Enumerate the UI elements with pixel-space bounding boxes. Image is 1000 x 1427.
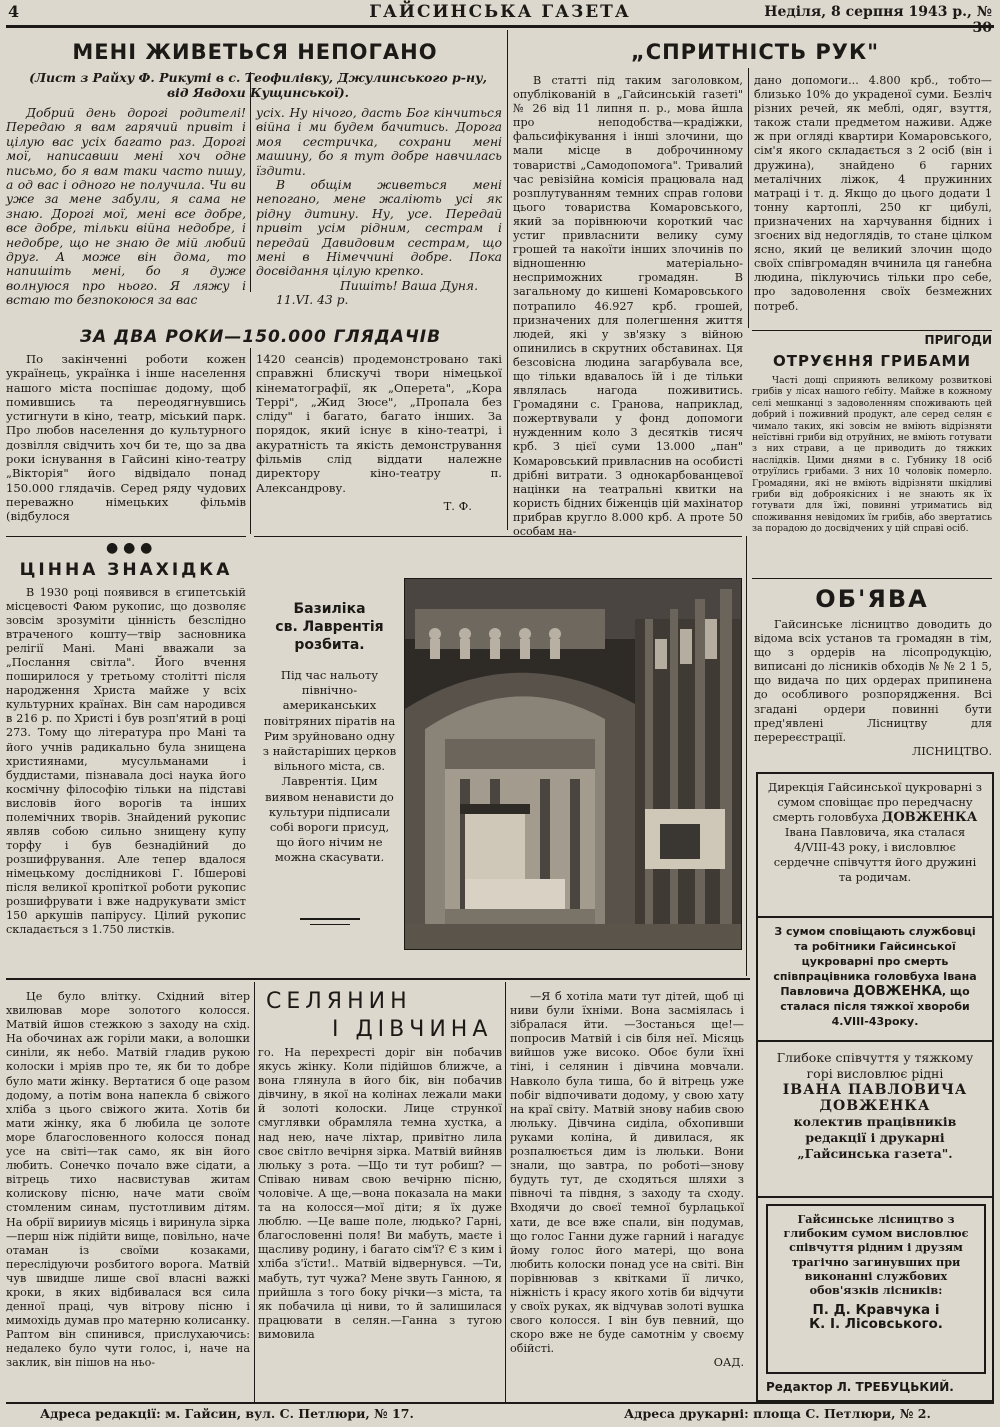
notice-text [754, 618, 992, 759]
obituary-name: ІВАНА ПАВЛОВИЧА [782, 1082, 968, 1098]
letter-text-col1 [6, 106, 246, 308]
ornament-rule [300, 918, 360, 920]
basilica-photo-drawing [405, 579, 741, 949]
letter-paragraph: Добрий день дорогі родителі! Передаю я вам гарячий привіт і цілую вас усіх багато раз. Дорогі мої, написавши мені хоч одне письмо, бо я вам таки часто пишу, а од вас і одного не получила. Чи ви уже за мене забули, я сама не знаю. Дорогі мої, мені все добре, все добре, тільки війна недобре, і недобре, що не знаю де мій любий друг. А може він дома, то напишіть мені, бо я дуже волнуюся про нього. Я ляжу і встаю то безпокоюся за вас [6, 106, 246, 308]
hands-headline: „СПРИТНІСТЬ РУК" [630, 40, 880, 64]
cinema-signature: Т. Ф. [443, 498, 472, 513]
page-number: 4 [8, 2, 20, 21]
cinema-text-col2 [256, 352, 502, 513]
section-rule [254, 536, 742, 537]
mushroom-kicker: ПРИГОДИ [924, 333, 992, 347]
obituary-name: ДОВЖЕНКА [853, 984, 942, 999]
bullet-dots: ● ● ● [106, 540, 153, 556]
obituary-text: колектив працівників редакції і друкарні „Гайсинська газета". [793, 1114, 957, 1161]
photo-headline-line: св. Лаврентія [275, 619, 384, 635]
find-headline: ЦІННА ЗНАХІДКА [19, 560, 233, 580]
obituary-rule [758, 1196, 992, 1198]
column-divider [746, 536, 747, 976]
find-text [6, 586, 246, 937]
mushroom-headline: ОТРУЄННЯ ГРИБАМИ [772, 352, 972, 370]
notice-signature: ЛІСНИЦТВО. [912, 744, 992, 758]
letter-paragraph: В общім живеться мені непогано, мене жаліють усі як рідну дитину. Ну, усе. Передай привіт усім рідним, сестрам і передай Давидовим сестрам, що мені в Німеччині добре. Пока досвідання цілую крепко. [256, 178, 502, 279]
basilica-photo [404, 578, 742, 950]
obituary-text: Глибоке співчуття у тяжкому горі висловлює рідні [776, 1050, 974, 1081]
column-divider [250, 72, 251, 292]
footer-address-print: Адреса друкарні: площа С. Петлюри, № 2. [624, 1406, 931, 1421]
column-divider [505, 982, 506, 1402]
mushroom-paragraph: Часті дощі сприяють великому розвиткові грибів у лісах нашого ґебіту. Майже в кожному селі мешканці з задоволенням споживають цей добрий і поживний продукт, але серед селян є чимало таких, які зовсім не вміють відрізняти неїстівні гриби від отруйних, не вміють готувати з них страви, а це приводить до тяжких наслідків. Цими днями в с. Губнику 18 осіб отруїлись грибами. З них 10 чоловік померло. Громадяни, які не вміють відрізняти шкідливі гриби від доброякісних і не знають як їх готувати для їжі, повинні утриматись від споживання невідомих їм грибів, або звертатись за порадою до досвідчених у цій справі осіб. [752, 375, 992, 535]
obituary-name: П. Д. Кравчука і [812, 1302, 940, 1319]
ornament-rule [310, 924, 350, 925]
obituary-text: Гайсинське лісництво з глибоким сумом висловлює співчуття рідним і друзям трагічно загинувших при виконанні службових обов'язків лісників: [783, 1212, 969, 1298]
obituary-text: , що сталася після тяжкої хвороби 4.VIII-43року. [780, 985, 970, 1028]
masthead-title: ГАЙСИНСЬКА ГАЗЕТА [369, 2, 631, 22]
letter-paragraph: усіх. Ну нічого, дасть Бог кінчиться війна і ми будем бачитись. Дорога моя сестричка, сохрани мені машину, бо я тут добре навчилась їздити. [256, 106, 502, 178]
footer-address-editorial: Адреса редакції: м. Гайсин, вул. С. Петлюри, № 17. [40, 1406, 414, 1421]
story-headline-line: СЕЛЯНИН [266, 989, 412, 1014]
section-rule [752, 330, 992, 331]
obituary-name: ДОВЖЕНКА [819, 1098, 931, 1114]
obituary-name: ДОВЖЕНКА [881, 810, 978, 825]
cinema-headline: ЗА ДВА РОКИ—150.000 ГЛЯДАЧІВ [80, 327, 442, 347]
obituary-2 [766, 924, 984, 1029]
photo-headline [262, 600, 397, 654]
story-text-col2 [258, 1046, 502, 1342]
photo-headline-line: розбита. [294, 637, 365, 653]
obituary-4 [772, 1212, 980, 1332]
cinema-paragraph: 1420 сеансів) продемонстровано такі справжні блискучі твори німецької кінематографії, як „Оперета", „Кора Террі", „Жид Зюсе", „Пропала без сліду" і багато, багато інших. За порядок, який існує в кіно-театрі, і акуратність та якість демонстрування фільмів слід віддати належне директору кіно-театру п. Александрову. [256, 352, 502, 495]
story-text-col3 [510, 990, 744, 1371]
cinema-text-col1 [6, 352, 246, 524]
hands-text-col1 [513, 74, 743, 539]
footer-rule [6, 1402, 994, 1404]
story-paragraph: го. На перехресті доріг він побачив якусь жінку. Коли підійшов ближче, а вона глянула в його бік, він побачив дівчину, в якої на колінах лежали маки й золоті колоски. Лице стрункої смуглявки обрамляла темна хустка, а над нею, наче ліхтар, привітно лила своє світло вечірня зірка. Матвій вийняв люльку з рота. —Що ти тут робиш? —Співаю нивам свою вечірню пісню, чоловіче. А ще,—вона показала на маки та на колосся—мої діти; я їх дуже люблю. —Це ваше поле, людько? Гарні, благословенні поля! Ви мабуть, маєте і щасливу родину, і багато сім'ї? Є з ким і хліба з'їсти!.. Матвій відвернувся. —Ти, мабуть, тут чужа? Мене звуть Ганною, я прийшла з того боку річки—з міста, та як побачила ці ниви, то й залишилася працювати в селян.—Ганна з тугою вимовила [258, 1046, 502, 1341]
letter-text-col2 [256, 106, 502, 308]
story-paragraph: —Я б хотіла мати тут дітей, щоб ці ниви були їхніми. Вона засміялась і зібралася йти. —Зостанься ще!—попросив Матвій і сів біля неї. Місяць вийшов уже високо. Обоє були їхні тіні, і селянин і дівчина мовчали. Навколо була тиша, бо й вітрець уже побіг відпочивати додому, у свою хату на краї світу. Матвій знову набив свою люльку. Дівчина сиділа, обхопивши руками коліна, й дивилася, як розпалюється дим із люльки. Вони знали, що завтра, по роботі—знову будуть тут, де сходяться шляхи з півночі та півдня, з заходу та сходу. Входячи до своєї темної бурлацької хати, де все вже спали, він подумав, що голос Ганни дуже гарний і нагадує йому голос його матері, що вона любить колоски понад усе на світі. Він порівнював з квітками її личко, ніжність і красу якого хотів би відчути у своїх руках, як відчував золоті вушка свого колосся. І він був певний, що скоро вже не буде самотнім у своєму обійсті. [510, 990, 744, 1356]
hands-text-col2 [754, 74, 992, 314]
photo-text [262, 668, 397, 866]
obituary-text: З сумом сповіщають службовці та робітники Гайсинської цукроварні про смерть співпрацівника головбуха Івана Павловича [773, 925, 977, 998]
story-text-col1 [6, 990, 250, 1371]
letter-date: 11.VI. 43 р. [276, 293, 349, 308]
letter-subhead: (Лист з Райху Ф. Рикуті в с. Теофилівку, Джулинського р-ну, від Явдохи Кущинської). [29, 70, 487, 100]
story-paragraph: Це було влітку. Східний вітер хвилював море золотого колосся. Матвій йшов стежкою з заходу на схід. На обочинах аж горіли маки, а волошки синіли, як небо. Матвій гладив рукою колоски і мріяв про те, як би то добре було мати жінку. Вертатися б оце разом додому, а потім вона напекла б свіжого хліба з цього свіжого жита. Хотів би мати жінку, яка б любила це золоте море благословенного колосся понад усе на світі—так само, як він його любить. Сонечко почало вже сідати, а вітрець тихо насвистував житам колискову пісню, наче мати своїм стомленим синам, пустотливим дітям. На обрії вирииув місяць і виринула зірка—перш ніж підійти вище, повільно, наче отаман із своїми козаками, переслідуючи розбитого ворога. Матвій чув швидше лише свої власні важкі кроки, в яких відбивалася вся сила денної праці, чув вітрову пісню і мимохідь думав про матерню колисанку. Раптом він спинився, прислухаючись: недалеко було чути голос, і, наче на заклик, він пішов на ньо- [6, 990, 250, 1370]
section-rule [6, 978, 750, 980]
masthead-rule [6, 25, 994, 28]
photo-paragraph: Під час нальоту північно-американських повітряних піратів на Рим зруйновано одну з найстаріших церков вільного міста, св. Лаврентія. Цим виявом ненависти до культури підписали собі вороги присуд, що його нічим не можна скасувати. [262, 668, 397, 865]
obituary-3 [766, 1050, 984, 1162]
find-paragraph: В 1930 році появився в єгипетській місцевості Фаюм рукопис, що дозволяє зовсім зрозуміти цінність безслідно втраченого кошту—твір засновника релігії Мані. Мані вважали за „Послання світла". Його вчення поширилося у третьому столітті після народження Христа майже у всіх культурних країнах. Він сам народився в 216 р. по Христі і був розп'ятий в році 273. Тому що література про Мані та його учнів радикально була знищена християнами, мусульманами і буддистами, пізнавала досі наука його космічну філософію тільки на підставі висловів його ворогів та інших полемічних творів. Знайдений рукопис являв собою сильно знищену купу торфу і був безнадійний до розшифрування. Але тепер вдалося німецькому дослідникові Г. Ібшерові після великої кропіткої роботи рукопис розшифрувати і вже надрукувати зміст 150 аркушів папірусу. Цілий рукопис складається з 1.750 листків. [6, 586, 246, 937]
column-divider [507, 30, 508, 530]
cinema-paragraph: По закінченні роботи кожен українець, українка і інше населення нашого міста поспішає додому, щоб помившись та переодягнувшись устигнути в кіно, театр, міський парк. Про любов населення до культурного дозвілля свідчить хоч би те, що за два роки існування в Гайсині кіно-театру „Вікторія" його відвідало понад 150.000 глядачів. Серед ряду чудових переважно німецьких фільмів (відбулося [6, 352, 246, 524]
notice-paragraph: Гайсинське лісництво доводить до відома всіх установ та громадян в тім, що з ордерів на лісопродукцію, виписані до лісників обходів № № 2 1 5, що видача по цих ордерах припинена до особливого розпорядження. Всі згадані ордери повинні бути пред'явлені Лісництву для перереєстрації. [754, 618, 992, 744]
photo-headline-line: Базиліка [293, 601, 366, 617]
story-signature: ОАД. [713, 1356, 744, 1370]
story-headline [262, 988, 502, 1044]
obituary-text: Івана Павловича, яка сталася 4/VIII-43 року, і висловлює сердечне співчуття його дружині та родичам. [773, 825, 977, 884]
letter-headline: МЕНІ ЖИВЕТЬСЯ НЕПОГАНО [72, 40, 438, 64]
notice-headline: ОБ'ЯВА [815, 585, 929, 613]
masthead-date: Неділя, 8 серпня 1943 р., № 30 [764, 4, 992, 36]
obituary-rule [758, 916, 992, 918]
editor-line: Редактор Л. ТРЕБУЦЬКИЙ. [766, 1380, 954, 1394]
obituary-text: Дирекція Гайсинської цукроварні з сумом сповіщає про передчасну смерть головбуха [768, 780, 982, 824]
obituary-1 [766, 780, 984, 885]
section-rule [752, 578, 992, 579]
obituary-rule [758, 1040, 992, 1042]
mushroom-text [752, 375, 992, 535]
column-divider [254, 982, 255, 1402]
hands-paragraph: дано допомоги... 4.800 крб., тобто—близько 10% до украденої суми. Безліч різних речей, як меблі, одяг, взуття, також стали предметом наживи. Адже ж при огляді квартири Комаровського, сім'я якого складається з 2 осіб (він і дружина), знайдено 6 гарних металічних ліжок, 4 пружинних матраці і т. д. Якщо до цього додати 1 тонну картоплі, 250 кг цибулі, призначених на харчування бідних і згоєних від недоглядів, то стане цілком ясно, який це великий злочин щодо своїх співгромадян вчинила ця ганебна людина, піклуючись тільки про себе, про задоволення своїх безмежних потреб. [754, 74, 992, 313]
section-rule [6, 536, 246, 537]
column-divider [748, 68, 749, 328]
obituary-name: К. І. Лісовського. [809, 1316, 943, 1333]
hands-paragraph: В статті під таким заголовком, опублікованій в „Гайсинській газеті" № 26 від 11 липня п. р., мова йшла про неподобства—крадіжки, фальсифікування і інші злочини, що мали місце в доброчинному товаристві „Самодопомога". Тривалий час ревізійна комісія працювала над розплутуванням темних справ голови цього товариства Комаровського, який за порівнюючи короткий час устиг привласнити велику суму грошей та накоїти інших злочинів по відношенню матеріально-несприможних громадян. В загальному до кишені Комаровського потрапило 46.927 крб. грошей, призначених для полегшення життя людей, які у зв'язку з війною опинились в скрутних обставинах. Ця безсовісна людина загарбувала все, що тільки вдавалось їй і де тільки являлась нагода поживитись. Громадяни с. Гранова, наприклад, пожертвували у фонд допомоги нужденним коло 3 десятків тисяч крб. З цієї суми 13.000 „пан" Комаровський привласнив на особисті дрібні витрати. З однокарбованцевої націнки на театральні квитки на користь бідних біженців цій махінатор прибрав кругло 8.000 крб. А проте 50 особам на- [513, 74, 743, 538]
story-headline-line: І ДІВЧИНА [332, 1017, 493, 1042]
column-divider [250, 348, 251, 534]
letter-sign: Пишіть! Ваша Дуня. [340, 278, 478, 293]
